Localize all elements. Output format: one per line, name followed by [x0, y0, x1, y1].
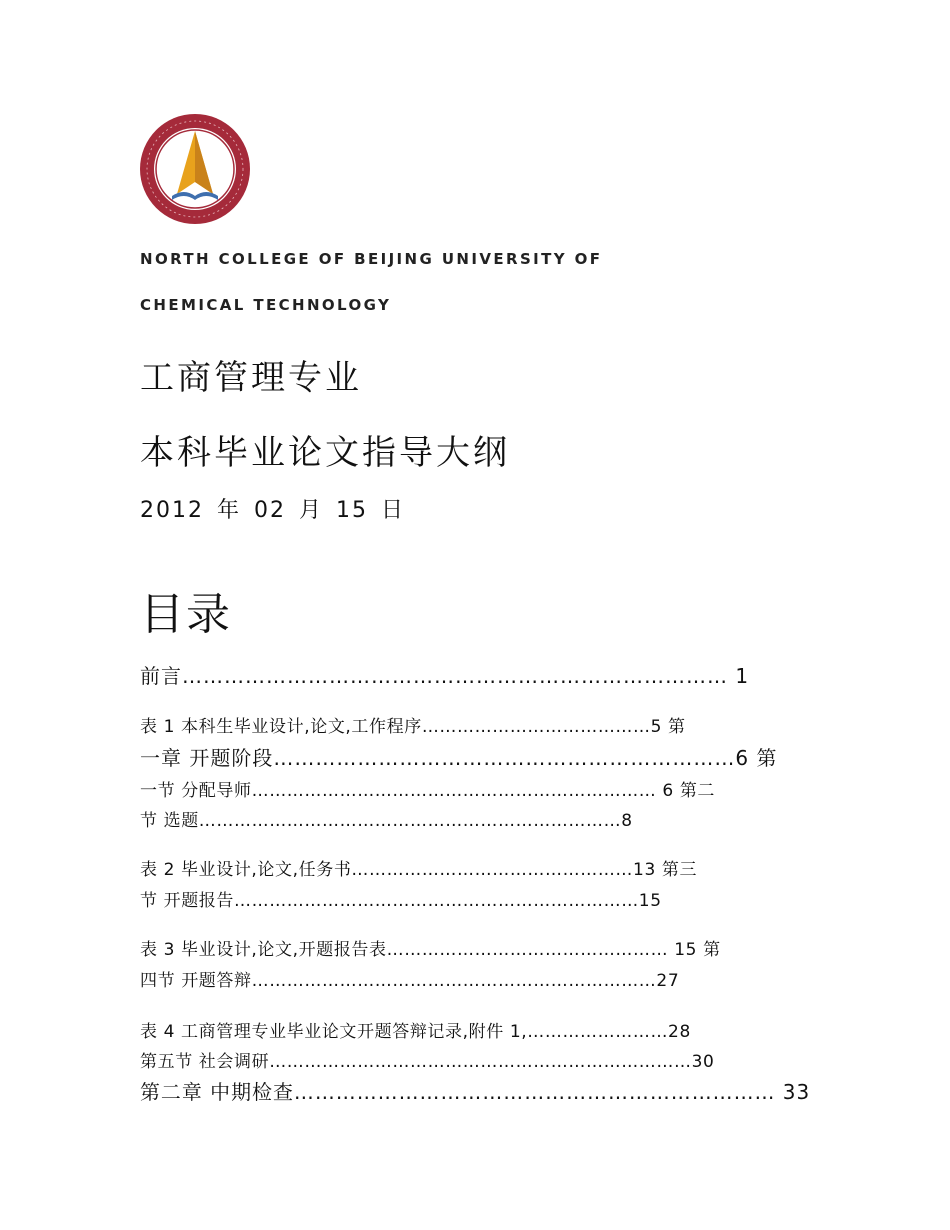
toc-line: 表 4 工商管理专业毕业论文开题答辩记录,附件 1,……………………28: [140, 1022, 691, 1042]
toc-line: 四节 开题答辩……………………………………………………………27: [140, 971, 680, 991]
toc-line: 一章 开题阶段…………………………………………………………6 第: [140, 746, 778, 770]
toc-line: 节 开题报告……………………………………………………………15: [140, 891, 662, 911]
toc-line: 第二章 中期检查…………………………………………………………… 33: [140, 1080, 811, 1104]
toc-line: 节 选题………………………………………………………………8: [140, 811, 633, 831]
document-title: 本科毕业论文指导大纲: [140, 433, 510, 473]
toc-heading: 目录: [140, 589, 232, 640]
college-name-english-line-1: NORTH COLLEGE OF BEIJING UNIVERSITY OF: [140, 250, 603, 268]
toc-line: 第五节 社会调研………………………………………………………………30: [140, 1052, 715, 1072]
college-logo-seal: [138, 112, 252, 226]
college-name-english-line-2: CHEMICAL TECHNOLOGY: [140, 296, 392, 314]
toc-line: 表 1 本科生毕业设计,论文,工作程序…………………………………5 第: [140, 717, 686, 737]
toc-line: 前言…………………………………………………………………… 1: [140, 664, 750, 688]
major-title: 工商管理专业: [140, 358, 362, 398]
toc-line: 表 3 毕业设计,论文,开题报告表………………………………………… 15 第: [140, 940, 721, 960]
toc-line: 一节 分配导师…………………………………………………………… 6 第二: [140, 781, 716, 801]
document-date: 2012 年 02 月 15 日: [140, 498, 405, 523]
toc-line: 表 2 毕业设计,论文,任务书…………………………………………13 第三: [140, 860, 698, 880]
